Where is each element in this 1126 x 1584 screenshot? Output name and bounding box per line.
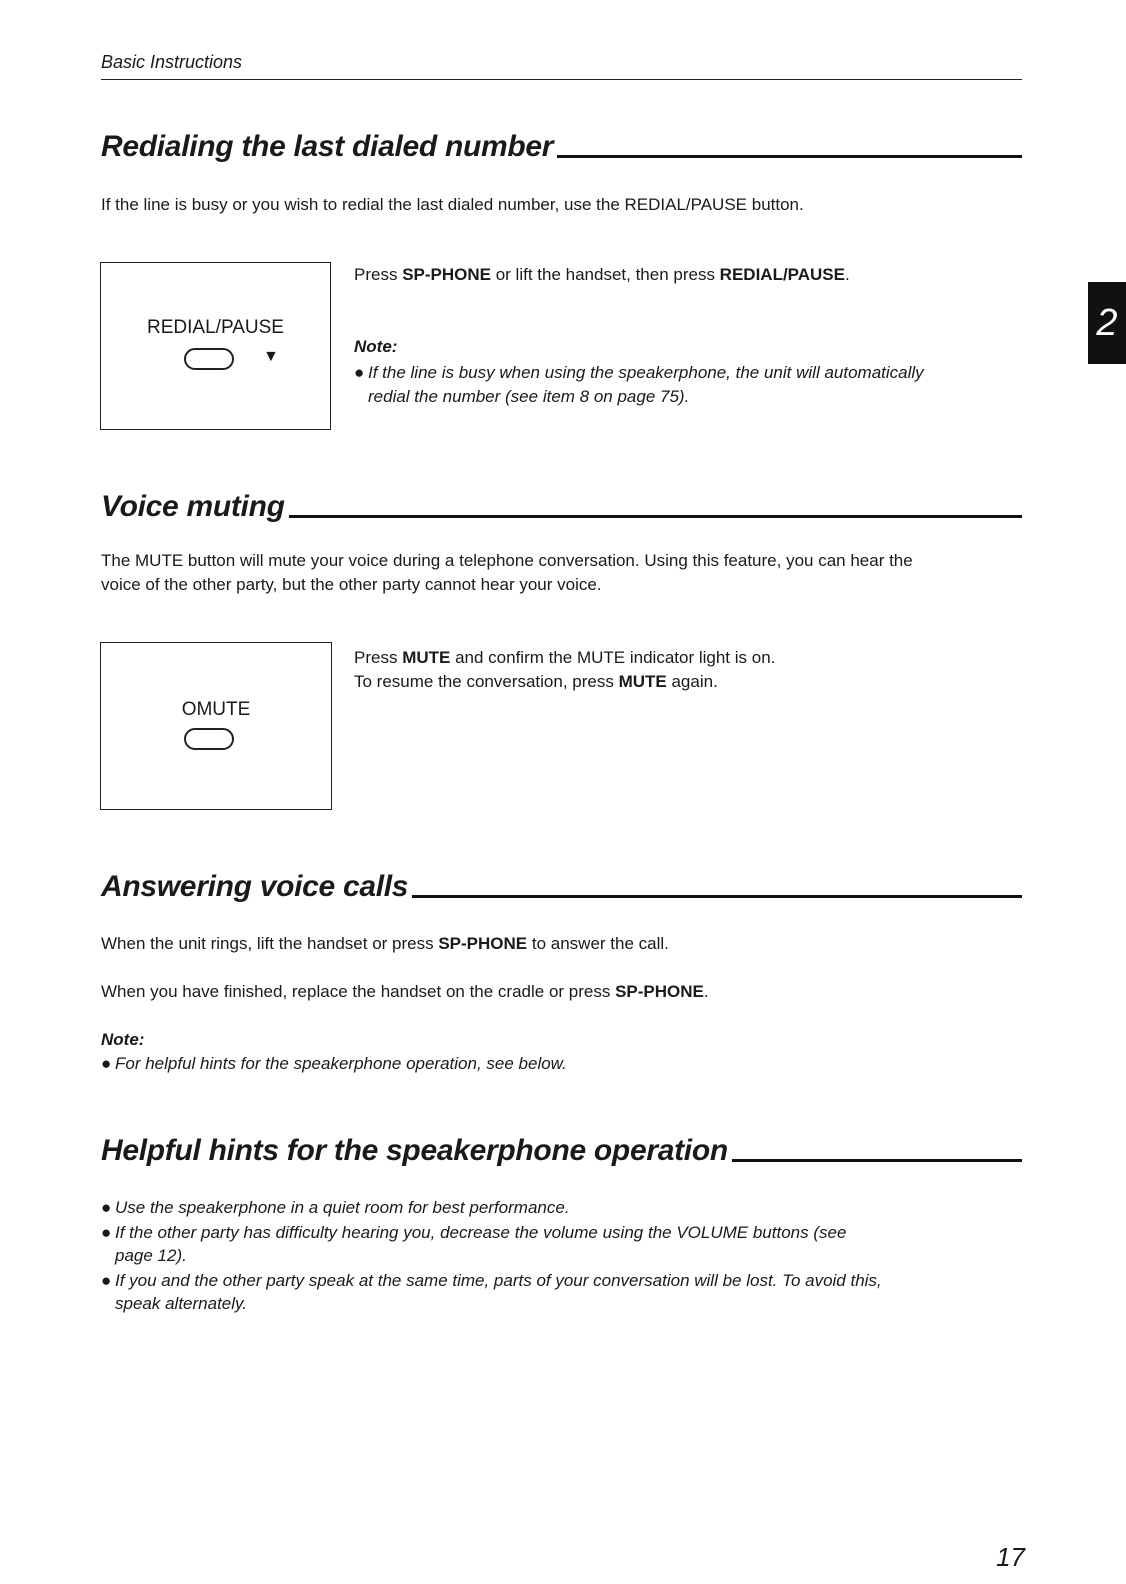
bullet-icon: ● [354,363,365,382]
section-title-mute [101,490,1022,524]
hint-line: If you and the other party speak at the same time, parts of your conversation will be lost. To avoid this, [115,1271,882,1290]
note-line: For helpful hints for the speakerphone operation, see below. [115,1054,567,1073]
answer-key: SP-PHONE [438,934,528,953]
list-item [101,1269,1001,1315]
page-number: 17 [996,1542,1025,1572]
section-title-answer [101,870,1022,904]
section-title-text: Voice muting [101,490,285,523]
answer-line-2 [101,980,1026,1004]
title-rule [289,515,1022,518]
redial-button-illustration [100,262,331,430]
note-bullet [101,1052,1026,1076]
answer-key: SP-PHONE [615,982,704,1001]
note-heading: Note: [101,1030,145,1049]
running-header: Basic Instructions [101,52,243,72]
title-rule [412,895,1022,898]
answer-text: . [703,982,709,1001]
header-rule [101,79,1022,80]
answer-text: to answer the call. [527,934,669,953]
chapter-tab: 2 [1088,282,1126,364]
intro-line: voice of the other party, but the other party cannot hear your voice. [101,575,602,594]
bullet-icon: ● [101,1223,112,1242]
step-text: and confirm the MUTE indicator light is on. [450,648,776,667]
answer-text: When the unit rings, lift the handset or press [101,934,439,953]
hint-line: If the other party has difficulty hearing you, decrease the volume using the VOLUME buttons (see [115,1223,847,1242]
step-key-mute: MUTE [618,672,667,691]
note-line: If the line is busy when using the speakerphone, the unit will automatically [368,363,924,382]
hint-line: page 12). [115,1246,187,1265]
mute-step-2 [354,669,1014,694]
note-bullet [354,361,1014,409]
step-key-spphone: SP-PHONE [402,265,491,284]
mute-step-1 [354,645,1014,670]
step-text: To resume the conversation, press [354,672,619,691]
hint-line: Use the speakerphone in a quiet room for best performance. [115,1198,570,1217]
step-key-redial: REDIAL/PAUSE [719,265,845,284]
step-key-mute: MUTE [402,648,451,667]
mute-button-label: OMUTE [181,699,251,720]
redial-button-shape [184,348,234,370]
section-title-redial [101,130,1022,164]
redial-note [354,334,1014,409]
step-text: Press [354,648,403,667]
intro-line: The MUTE button will mute your voice during a telephone conversation. Using this feature, you can hear the [101,551,913,570]
redial-button-label: REDIAL/PAUSE [147,317,284,338]
answer-note [101,1028,1026,1076]
section-title-text: Answering voice calls [101,870,409,903]
bullet-icon: ● [101,1271,112,1290]
step-text: or lift the handset, then press [490,265,720,284]
mute-button-shape [184,728,234,750]
title-rule [557,155,1022,158]
hints-list [101,1196,1001,1317]
bullet-icon: ● [101,1198,112,1217]
step-text: Press [354,265,403,284]
list-item [101,1221,1001,1267]
bullet-icon: ● [101,1054,112,1073]
down-triangle-icon: ▼ [263,348,279,365]
redial-intro: If the line is busy or you wish to redial the last dialed number, use the REDIAL/PAUSE button. [101,195,804,214]
hint-line: speak alternately. [115,1294,247,1313]
mute-button-illustration [100,642,332,810]
note-line: redial the number (see item 8 on page 75). [368,387,690,406]
step-text: . [844,265,850,284]
section-title-text: Helpful hints for the speakerphone operation [101,1134,728,1167]
redial-step [354,262,1014,287]
title-rule [732,1159,1022,1162]
answer-text: When you have finished, replace the handset on the cradle or press [101,982,616,1001]
section-title-text: Redialing the last dialed number [101,130,554,163]
step-text: again. [666,672,718,691]
list-item [101,1196,1001,1219]
section-title-hints [101,1134,1022,1168]
note-heading: Note: [354,337,398,356]
answer-line-1 [101,932,1026,956]
mute-intro [101,549,1026,597]
